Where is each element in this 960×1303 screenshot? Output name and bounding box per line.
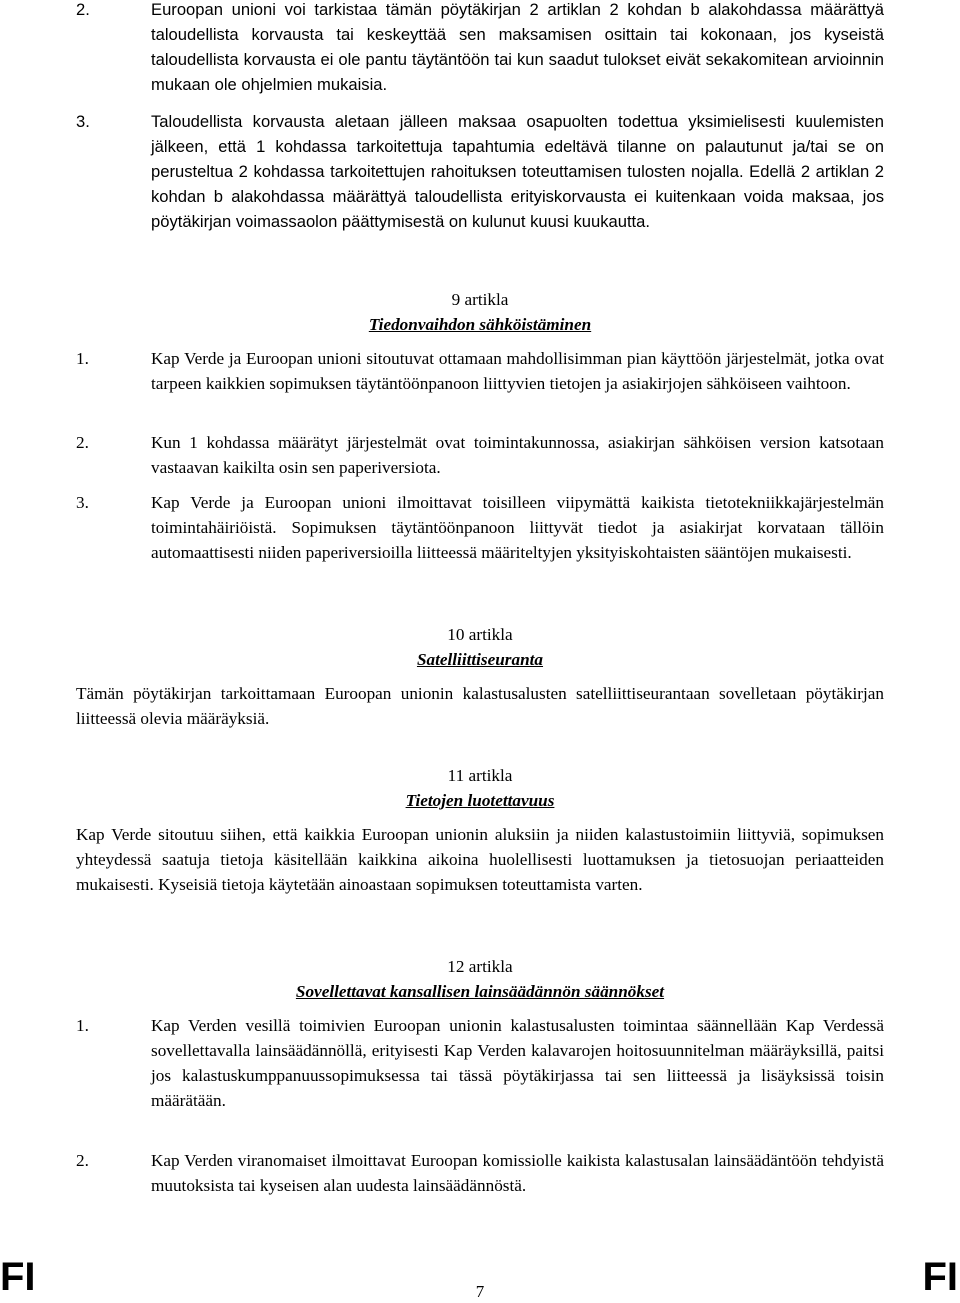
footer-language-left: FI	[0, 1255, 36, 1299]
item-text: Taloudellista korvausta aletaan jälleen maksaa osapuolten todettua yksimielisesti kuulemisten jälkeen, että 1 kohdassa tarkoitettuja tapahtumia edeltävä tilanne on palautunut ja/tai se on perusteltua 2 kohdassa tarkoitettujen rahoituksen toteuttamisen tulosten nojalla. Edellä 2 artiklan 2 kohdan b alakohdassa määrättyä taloudellista erityiskorvausta ei kuitenkaan voida maksaa, jos pöytäkirjan voimassaolon päättymisestä on kulunut kuusi kuukautta.	[151, 112, 884, 231]
article-paragraph: Kap Verde sitoutuu siihen, että kaikkia Euroopan unionin aluksiin ja niiden kalastustoimiin liittyviä, sopimuksen yhteydessä saatuja tietoja käsitellään kaikkina aikoina huolellisesti luottamuksen ja tietosuojan periaatteiden mukaisesti. Kyseisiä tietoja käytetään ainoastaan sopimuksen toteuttamista varten.	[76, 825, 884, 894]
item-number: 3.	[76, 112, 90, 131]
article-title: Satelliittiseuranta	[416, 650, 544, 669]
page-number: 7	[475, 1282, 485, 1301]
item-number: 2.	[76, 433, 89, 452]
item-number: 1.	[76, 349, 89, 368]
item-number: 3.	[76, 493, 89, 512]
list-item	[76, 0, 884, 97]
footer-language-right: FI	[922, 1255, 958, 1299]
item-text: Kap Verden viranomaiset ilmoittavat Euroopan komissiolle kaikista kalastusalan lainsäädäntöön tehdyistä muutoksista tai kyseisen alan uudesta lainsäädännöstä.	[151, 1151, 884, 1195]
list-item	[76, 1148, 884, 1198]
article-title: Tietojen luotettavuus	[405, 791, 555, 810]
article-number: 12 artikla	[447, 957, 513, 976]
list-item	[76, 1013, 884, 1113]
article-title: Tiedonvaihdon sähköistäminen	[368, 315, 592, 334]
item-text: Kap Verden vesillä toimivien Euroopan unionin kalastusalusten toimintaa säännellään Kap Verdessä sovellettavalla lainsäädännöllä, erityisesti Kap Verden kalavarojen hoitosuunnitelman määräyksillä, paitsi jos kalastuskumppanuussopimuksessa tai tässä pöytäkirjassa tai sen liitteessä ja lisäyksissä toisin määrätään.	[151, 1016, 884, 1110]
item-number: 2.	[76, 1151, 89, 1170]
list-item	[76, 430, 884, 480]
list-item	[76, 109, 884, 234]
list-item	[76, 346, 884, 396]
item-text: Euroopan unioni voi tarkistaa tämän pöytäkirjan 2 artiklan 2 kohdan b alakohdassa määrättyä taloudellista korvausta tai keskeyttää sen maksamisen osittain tai kokonaan, jos kyseistä taloudellista korvausta ei ole pantu täytäntöön tai kun saadut tulokset eivät sekakomitean arvioinnin mukaan ole ohjelmien mukaisia.	[151, 0, 884, 94]
item-text: Kap Verde ja Euroopan unioni sitoutuvat ottamaan mahdollisimman pian käyttöön järjestelmät, jotka ovat tarpeen kaikkien sopimuksen täytäntöönpanoon liittyvien tietojen ja asiakirjojen sähköiseen vaihtoon.	[151, 349, 884, 393]
article-title: Sovellettavat kansallisen lainsäädännön säännökset	[295, 982, 665, 1001]
item-number: 1.	[76, 1016, 89, 1035]
item-number: 2.	[76, 0, 90, 19]
article-number: 11 artikla	[447, 766, 513, 785]
article-number: 10 artikla	[447, 625, 513, 644]
article-paragraph: Tämän pöytäkirjan tarkoittamaan Euroopan unionin kalastusalusten satelliittiseurantaan sovelletaan pöytäkirjan liitteessä olevia määräyksiä.	[76, 684, 884, 728]
article-number: 9 artikla	[451, 290, 509, 309]
item-text: Kap Verde ja Euroopan unioni ilmoittavat toisilleen viipymättä kaikista tietotekniikkajärjestelmän toimintahäiriöistä. Sopimuksen täytäntöönpanoon liittyvät tiedot ja asiakirjat korvataan tällöin automaattisesti niiden paperiversioilla liitteessä määriteltyjen yksityiskohtaisten sääntöjen mukaisesti.	[151, 493, 884, 562]
item-text: Kun 1 kohdassa määrätyt järjestelmät ovat toimintakunnossa, asiakirjan sähköisen version katsotaan vastaavan kaikilta osin sen paperiversiota.	[151, 433, 884, 477]
list-item	[76, 490, 884, 565]
